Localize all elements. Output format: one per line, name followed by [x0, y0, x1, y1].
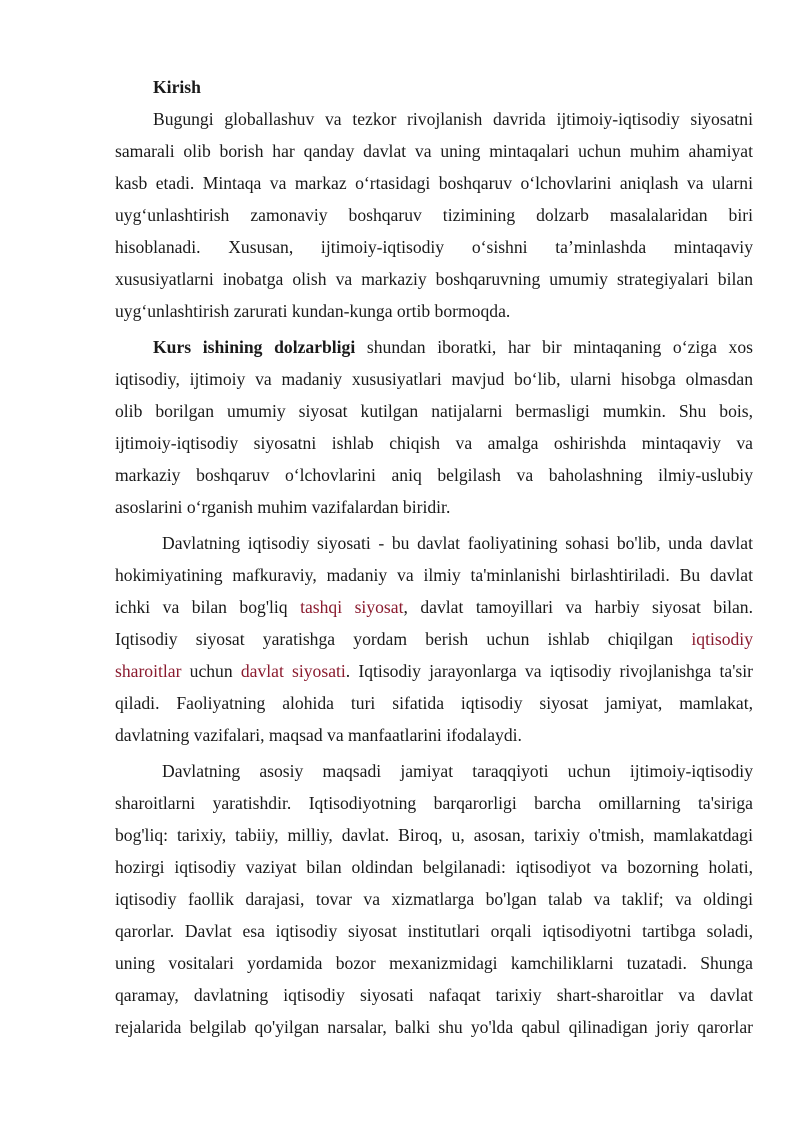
link-davlat-siyosati[interactable]: davlat siyosati: [240, 661, 346, 681]
paragraph-line: iqtisodiy, ijtimoiy va madaniy xususiyatlari mavjud bo‘lib, ularni hisobga olmasdan: [115, 369, 753, 389]
paragraph-line: uning vositalari yordamida bozor mexanizmidagi kamchiliklarni tuzatadi. Shunga: [115, 953, 753, 973]
link-iqtisodiy-sharoitlar[interactable]: sharoitlar: [115, 661, 182, 681]
paragraph-line: kasb etadi. Mintaqa va markaz o‘rtasidagi boshqaruv o‘lchovlarini aniqlash va ularni: [115, 173, 753, 193]
paragraph-line: [115, 660, 753, 682]
paragraph-text: shundan iboratki, har bir mintaqaning o‘ziga xos: [355, 337, 753, 357]
section-heading: Kirish: [153, 77, 201, 97]
paragraph-line: uyg‘unlashtirish zamonaviy boshqaruv tizimining dolzarb masalalaridan biri: [115, 205, 753, 225]
paragraph-line: [153, 336, 753, 358]
paragraph-text: ichki va bilan bog'liq: [115, 597, 301, 617]
link-tashqi-siyosat[interactable]: tashqi siyosat: [300, 597, 404, 617]
paragraph-text: . Iqtisodiy jarayonlarga va iqtisodiy rivojlanishga ta'sir: [345, 661, 754, 681]
link-iqtisodiy-sharoitlar[interactable]: iqtisodiy: [691, 629, 753, 649]
paragraph-line: qiladi. Faoliyatning alohida turi sifatida iqtisodiy siyosat jamiyat, mamlakat,: [115, 693, 753, 713]
paragraph-text: uchun: [181, 661, 241, 681]
paragraph-text: , davlat tamoyillari va harbiy siyosat bilan.: [403, 597, 753, 617]
paragraph-line: davlatning vazifalari, maqsad va manfaatlarini ifodalaydi.: [115, 725, 522, 745]
paragraph-line: qaramay, davlatning iqtisodiy siyosati nafaqat tarixiy shart-sharoitlar va davlat: [115, 985, 753, 1005]
paragraph-line: qarorlar. Davlat esa iqtisodiy siyosat institutlari orqali iqtisodiyotni tartibga soladi,: [115, 921, 753, 941]
paragraph-line: hozirgi iqtisodiy vaziyat bilan oldindan belgilanadi: iqtisodiyot va bozorning holati,: [115, 857, 753, 877]
paragraph-line: xususiyatlarni inobatga olish va markaziy boshqaruvning umumiy strategiyalari bilan: [115, 269, 753, 289]
paragraph-line: asoslarini o‘rganish muhim vazifalardan biridir.: [115, 497, 451, 517]
paragraph-line: rejalarida belgilab qo'yilgan narsalar, balki shu yo'lda qabul qilinadigan joriy qarorlar: [115, 1017, 753, 1037]
paragraph-line: [115, 596, 753, 618]
paragraph-line: hokimiyatining mafkuraviy, madaniy va ilmiy ta'minlanishi birlashtiriladi. Bu davlat: [115, 565, 753, 585]
paragraph-line: Davlatning iqtisodiy siyosati - bu davlat faoliyatining sohasi bo'lib, unda davlat: [162, 533, 753, 553]
paragraph-line: [115, 628, 753, 650]
paragraph-line: sharoitlarni yaratishdir. Iqtisodiyotning barqarorligi barcha omillarning ta'siriga: [115, 793, 753, 813]
paragraph-line: bog'liq: tarixiy, tabiiy, milliy, davlat. Biroq, u, asosan, tarixiy o'tmish, mamlakatdagi: [115, 825, 753, 845]
paragraph-line: iqtisodiy faollik darajasi, tovar va xizmatlarga bo'lgan talab va taklif; va oldingi: [115, 889, 753, 909]
paragraph-line: hisoblanadi. Xususan, ijtimoiy-iqtisodiy o‘sishni ta’minlashda mintaqaviy: [115, 237, 753, 257]
paragraph-line: Bugungi globallashuv va tezkor rivojlanish davrida ijtimoiy-iqtisodiy siyosatni: [153, 109, 753, 129]
paragraph-text: Iqtisodiy siyosat yaratishga yordam berish uchun ishlab chiqilgan: [115, 629, 692, 649]
relevance-bold-label: Kurs ishining dolzarbligi: [153, 337, 356, 357]
paragraph-line: samarali olib borish har qanday davlat va uning mintaqalari uchun muhim ahamiyat: [115, 141, 753, 161]
paragraph-line: uyg‘unlashtirish zarurati kundan-kunga ortib bormoqda.: [115, 301, 511, 321]
paragraph-line: ijtimoiy-iqtisodiy siyosatni ishlab chiqish va amalga oshirishda mintaqaviy va: [115, 433, 753, 453]
paragraph-line: olib borilgan umumiy siyosat kutilgan natijalarni bermasligi mumkin. Shu bois,: [115, 401, 753, 421]
paragraph-line: Davlatning asosiy maqsadi jamiyat taraqqiyoti uchun ijtimoiy-iqtisodiy: [162, 761, 753, 781]
paragraph-line: markaziy boshqaruv o‘lchovlarini aniq belgilash va baholashning ilmiy-uslubiy: [115, 465, 753, 485]
